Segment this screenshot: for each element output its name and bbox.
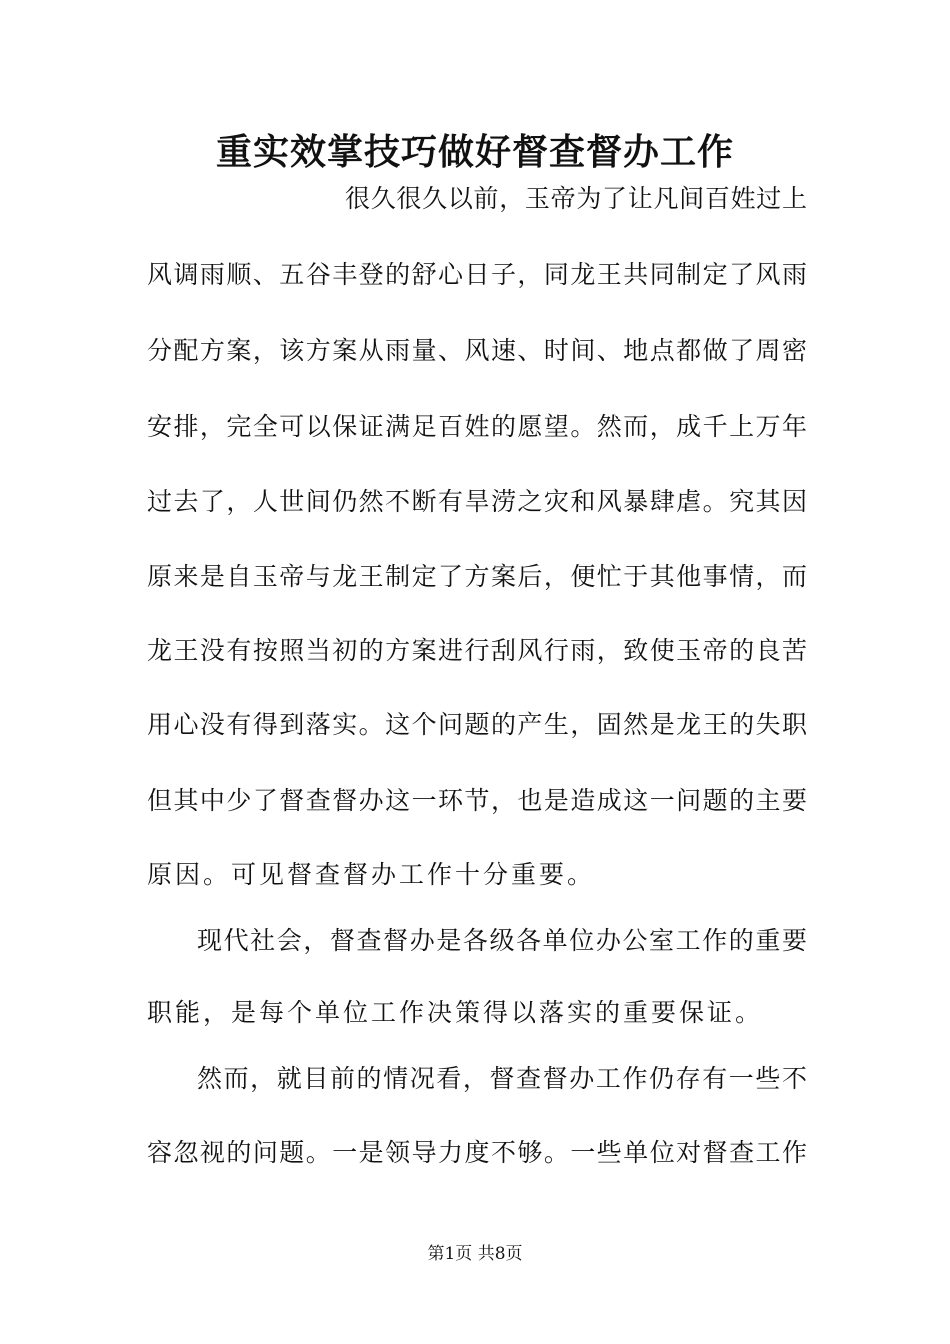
body-line: 用心没有得到落实。这个问题的产生，固然是龙王的失职 xyxy=(147,710,807,739)
body-line: 分配方案，该方案从雨量、风速、时间、地点都做了周密 xyxy=(147,336,807,365)
body-line: 很久很久以前，玉帝为了让凡间百姓过上 xyxy=(345,184,807,213)
document-title: 重实效掌技巧做好督查督办工作 xyxy=(215,131,734,173)
body-line: 原因。可见督查督办工作十分重要。 xyxy=(147,860,596,889)
body-line: 原来是自玉帝与龙王制定了方案后，便忙于其他事情，而 xyxy=(147,562,807,591)
body-line: 但其中少了督查督办这一环节，也是造成这一问题的主要 xyxy=(147,786,807,815)
page-number-footer: 第1页 共8页 xyxy=(427,1244,523,1264)
body-line: 职能，是每个单位工作决策得以落实的重要保证。 xyxy=(147,998,764,1027)
body-line: 风调雨顺、五谷丰登的舒心日子，同龙王共同制定了风雨 xyxy=(147,260,807,289)
body-line: 过去了，人世间仍然不断有旱涝之灾和风暴肆虐。究其因 xyxy=(147,487,807,516)
body-line: 龙王没有按照当初的方案进行刮风行雨，致使玉帝的良苦 xyxy=(147,636,807,665)
body-line: 然而，就目前的情况看，督查督办工作仍存有一些不 xyxy=(197,1064,807,1093)
body-line: 安排，完全可以保证满足百姓的愿望。然而，成千上万年 xyxy=(147,412,807,441)
body-line: 容忽视的问题。一是领导力度不够。一些单位对督查工作 xyxy=(147,1138,807,1167)
body-line: 现代社会，督查督办是各级各单位办公室工作的重要 xyxy=(197,926,807,955)
